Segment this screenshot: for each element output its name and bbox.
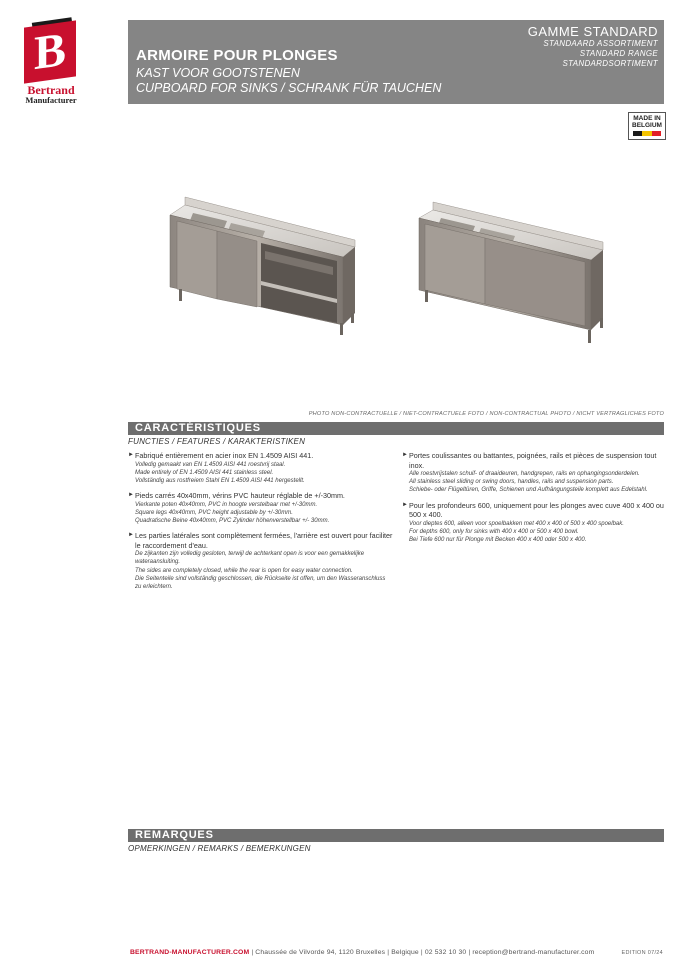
feature-item [128,451,393,485]
feature-text-en: Square legs 40x40mm, PVC height adjustable by +/-30mm. [135,509,293,516]
bullet-icon: ► [128,452,134,458]
feature-text: Pieds carrés 40x40mm, vérins PVC hauteur réglable de +/-30mm. [135,491,345,501]
characteristics-title: CARACTÉRISTIQUES [135,422,261,434]
product-title: ARMOIRE POUR PLONGES [136,47,338,64]
logo-letter: B [24,20,76,83]
bullet-icon: ► [402,452,408,458]
logo-subtitle: Manufacturer [25,95,77,105]
badge-line2: BELGIUM [632,122,662,129]
range-label-de: STANDARDSORTIMENT [562,59,658,68]
feature-text-de: Quadratische Beine 40x40mm, PVC Zylinder höhenverstellbar +/- 30mm. [135,518,330,525]
feature-text-en: The sides are completely closed, while the rear is open for easy water connection. [135,567,353,574]
footer-address: | Chaussée de Vilvorde 94, 1120 Bruxelles | Belgique | 02 532 10 30 | reception@bertrand-manufacturer.com [249,949,595,956]
range-label-en: STANDARD RANGE [579,49,658,58]
remarks-title: REMARQUES [135,829,214,841]
characteristics-header [128,422,664,435]
product-title-en-de: CUPBOARD FOR SINKS / SCHRANK FÜR TAUCHEN [136,81,442,95]
footer-contact [130,949,594,956]
features-left-column [128,451,393,597]
feature-text: Les parties latérales sont complètement fermées, l'arrière est ouvert pour faciliter le raccordement d'eau. [135,531,393,550]
header-banner [128,20,664,104]
remarks-header [128,829,664,842]
feature-text-de: Die Seitenteile sind vollständig geschlossen, die Rückseite ist offen, um den Wasseranschluss zu erleichtern. [135,575,386,591]
feature-text-en: Made entirely of EN 1.4509 AISI 441 stainless steel. [135,469,274,476]
feature-text-nl: Voor dieptes 600, alleen voor spoelbakken met 400 x 400 of 500 x 400 spoelbak. [409,520,624,527]
feature-text-nl: Vierkante poten 40x40mm, PVC in hoogte verstelbaar met +/-30mm. [135,501,318,508]
feature-item [402,451,667,495]
belgian-flag-icon [633,131,661,136]
feature-text-en: All stainless steel sliding or swing doors, handles, rails and suspension parts. [409,479,614,486]
product-photo-sliding-doors [415,200,615,345]
characteristics-subtitle: FUNCTIES / FEATURES / KARAKTERISTIKEN [128,437,306,446]
bullet-icon: ► [402,501,408,508]
bullet-icon: ► [128,532,134,539]
range-label: GAMME STANDARD [527,24,658,39]
feature-text-nl: Volledig gemaakt van EN 1.4509 AISI 441 roestvrij staal. [135,461,286,468]
range-label-nl: STANDAARD ASSORTIMENT [543,39,658,48]
feature-text-nl: De zijkanten zijn volledig gesloten, terwijl de achterkant open is voor een gemakkelijke wateraansluiting. [135,551,365,566]
feature-text-de: Bei Tiefe 600 nur für Plonge mit Becken 400 x 400 oder 500 x 400. [409,537,587,544]
feature-text-en: For depths 600, only for sinks with 400 x 400 or 500 x 400 bowl. [409,528,579,535]
feature-text-nl: Alle roestvrijstalen schuif- of draaideuren, handgrepen, rails en ophangingsonderdelen. [409,471,640,477]
edition-label: EDITION 07/24 [621,950,663,956]
remarks-subtitle: OPMERKINGEN / REMARKS / BEMERKUNGEN [128,844,311,853]
feature-item [402,501,667,545]
feature-text: Fabriqué entièrement en acier inox EN 1.4509 AISI 441. [135,451,314,460]
logo-name: Bertrand [27,83,75,97]
bertrand-logo [18,24,84,104]
feature-item [128,531,393,591]
product-title-nl: KAST VOOR GOOTSTENEN [136,66,300,80]
feature-item [128,491,393,525]
made-in-belgium-badge [628,112,666,140]
badge-line1: MADE IN [633,115,661,122]
feature-text: Portes coulissantes ou battantes, poignées, rails et pièces de suspension tout inox. [409,451,657,470]
photo-disclaimer: PHOTO NON-CONTRACTUELLE / NIET-CONTRACTUELE FOTO / NON-CONTRACTUAL PHOTO / NICHT VERTRAGLICHES FOTO [308,411,664,417]
footer-website-link[interactable]: BERTRAND-MANUFACTURER.COM [130,949,250,956]
features-right-column [402,451,667,550]
bullet-icon: ► [128,492,134,499]
product-photo-open-shelf [165,185,365,335]
feature-text-de: Vollständig aus rostfreiem Stahl EN 1.4509 AISI 441 hergestellt. [135,477,305,484]
feature-text: Pour les profondeurs 600, uniquement pour les plonges avec cuve 400 x 400 ou 500 x 400. [409,500,664,520]
feature-text-de: Schiebe- oder Flügeltüren, Griffe, Schienen und Aufhängungsteile komplett aus Edelstahl. [409,487,648,494]
